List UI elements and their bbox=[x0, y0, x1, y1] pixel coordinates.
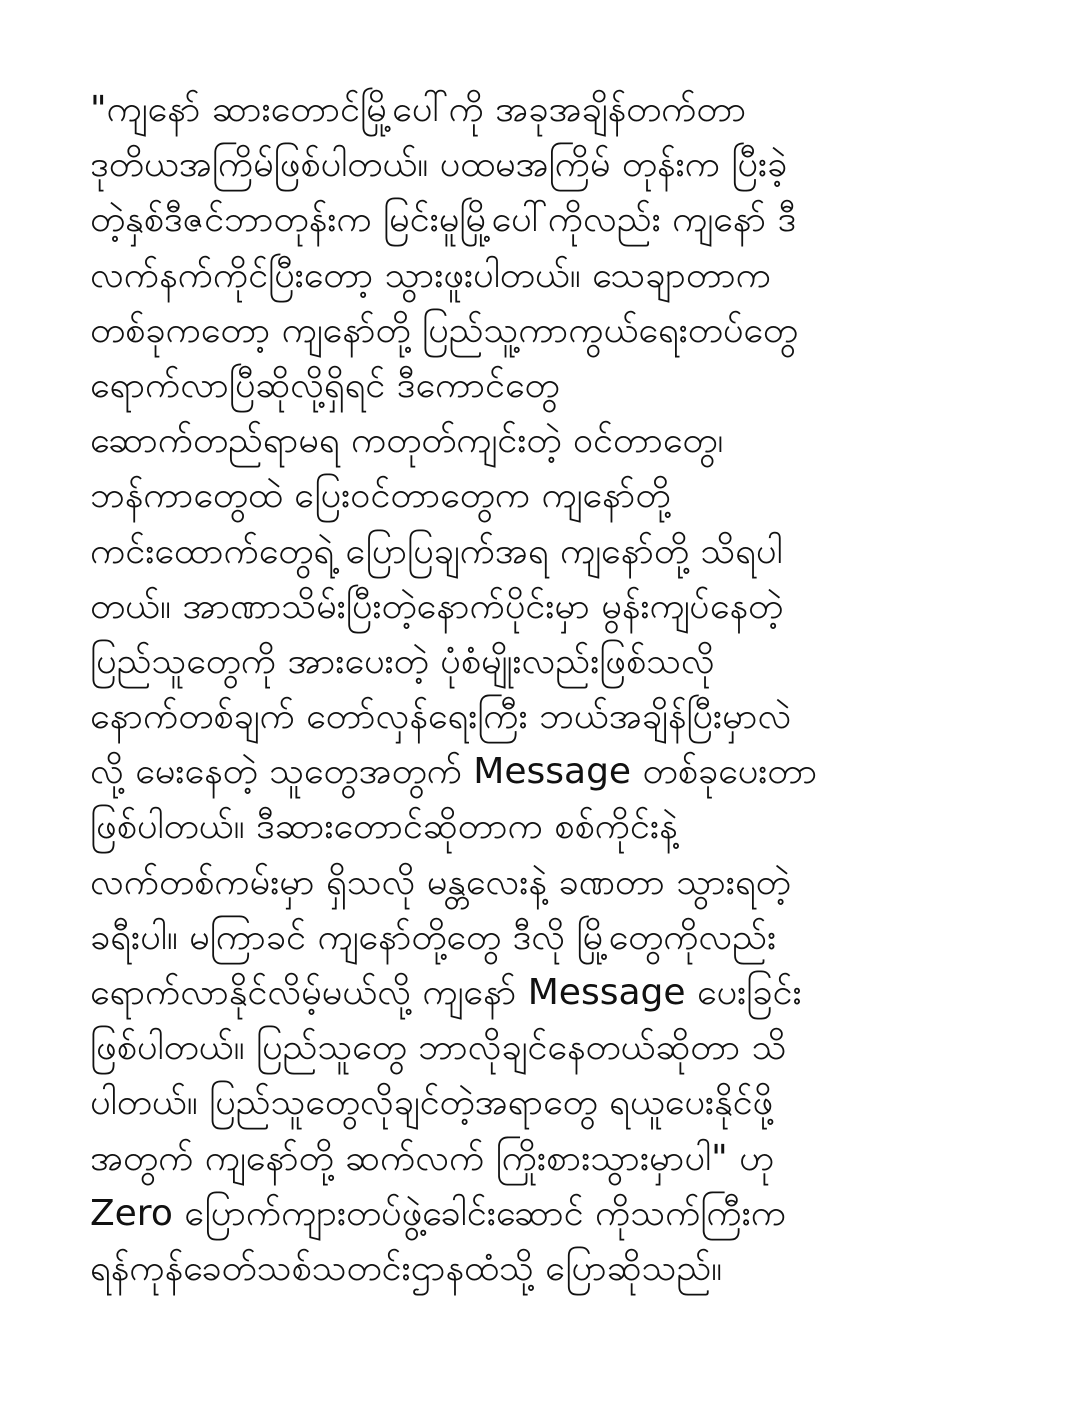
text-line: လက်နက်ကိုင်ပြီးတော့ သွားဖူးပါတယ်။ သေချာတာက bbox=[90, 254, 771, 296]
text-line: ဖြစ်ပါတယ်။ ပြည်သူတွေ ဘာလိုချင်နေတယ်ဆိုတာ သိ bbox=[90, 1027, 787, 1069]
text-line: တစ်ခုကတော့ ကျနော်တို့ ပြည်သူ့ကာကွယ်ရေးတပ်တွေ bbox=[90, 309, 798, 351]
text-line: Zero ပြောက်ကျားတပ်ဖွဲ့ခေါင်းဆောင် ကိုသက်ကြီးက bbox=[90, 1192, 786, 1234]
text-line: ခရီးပါ။ မကြာခင် ကျနော်တို့တွေ ဒီလို မြို့တွေကိုလည်း bbox=[90, 916, 777, 958]
text-line: ဖြစ်ပါတယ်။ ဒီဆားတောင်ဆိုတာက စစ်ကိုင်းနဲ့ bbox=[90, 806, 678, 848]
article-text bbox=[90, 82, 1010, 1296]
text-line: နောက်တစ်ချက် တော်လှန်ရေးကြီး ဘယ်အချိန်ပြီးမှာလဲ bbox=[90, 696, 792, 738]
text-line: တဲ့နှစ်ဒီဇင်ဘာတုန်းက မြင်းမူမြို့ပေါ်ကိုလည်း ကျနော် ဒီ bbox=[90, 199, 797, 241]
text-line: ကင်းထောက်တွေရဲ့ ပြောပြချက်အရ ကျနော်တို့ သိရပါ bbox=[90, 530, 783, 572]
text-line: "ကျနော် ဆားတောင်မြို့ပေါ်ကို အခုအချိန်တက်တာ bbox=[90, 89, 747, 130]
text-line: ဒုတိယအကြိမ်ဖြစ်ပါတယ်။ ပထမအကြိမ် တုန်းက ပြီးခဲ့ bbox=[90, 144, 788, 186]
text-line: ဘန်ကာတွေထဲ ပြေးဝင်တာတွေက ကျနော်တို့ bbox=[90, 475, 671, 517]
text-line: အတွက် ကျနော်တို့ ဆက်လက် ကြိုးစားသွားမှာပါ" ဟု bbox=[90, 1137, 775, 1179]
text-line: တယ်။ အာဏာသိမ်းပြီးတဲ့နောက်ပိုင်းမှာ မွန်းကျပ်နေတဲ့ bbox=[90, 585, 784, 627]
text-line: ရောက်လာနိုင်လိမ့်မယ်လို့ ကျနော် Message ပေးခြင်း bbox=[90, 972, 802, 1013]
text-line: လက်တစ်ကမ်းမှာ ရှိသလို မန္တလေးနဲ့ ခဏတာ သွားရတဲ့ bbox=[90, 861, 791, 903]
text-line: လို့ မေးနေတဲ့ သူတွေအတွက် Message တစ်ခုပေးတာ bbox=[90, 751, 818, 793]
text-line: ရောက်လာပြီဆိုလို့ရှိရင် ဒီကောင်တွေ bbox=[90, 364, 560, 406]
text-line: ပြည်သူတွေကို အားပေးတဲ့ ပုံစံမျိုးလည်းဖြစ်သလို bbox=[90, 640, 715, 682]
text-line: ရန်ကုန်ခေတ်သစ်သတင်းဌာနထံသို့ ပြောဆိုသည်။ bbox=[90, 1247, 723, 1289]
text-line: ဆောက်တည်ရာမရ ကတုတ်ကျင်းတဲ့ ဝင်တာတွေ၊ bbox=[90, 420, 724, 462]
text-line: ပါတယ်။ ပြည်သူတွေလိုချင်တဲ့အရာတွေ ရယူပေးနိုင်ဖို့ bbox=[90, 1082, 774, 1124]
